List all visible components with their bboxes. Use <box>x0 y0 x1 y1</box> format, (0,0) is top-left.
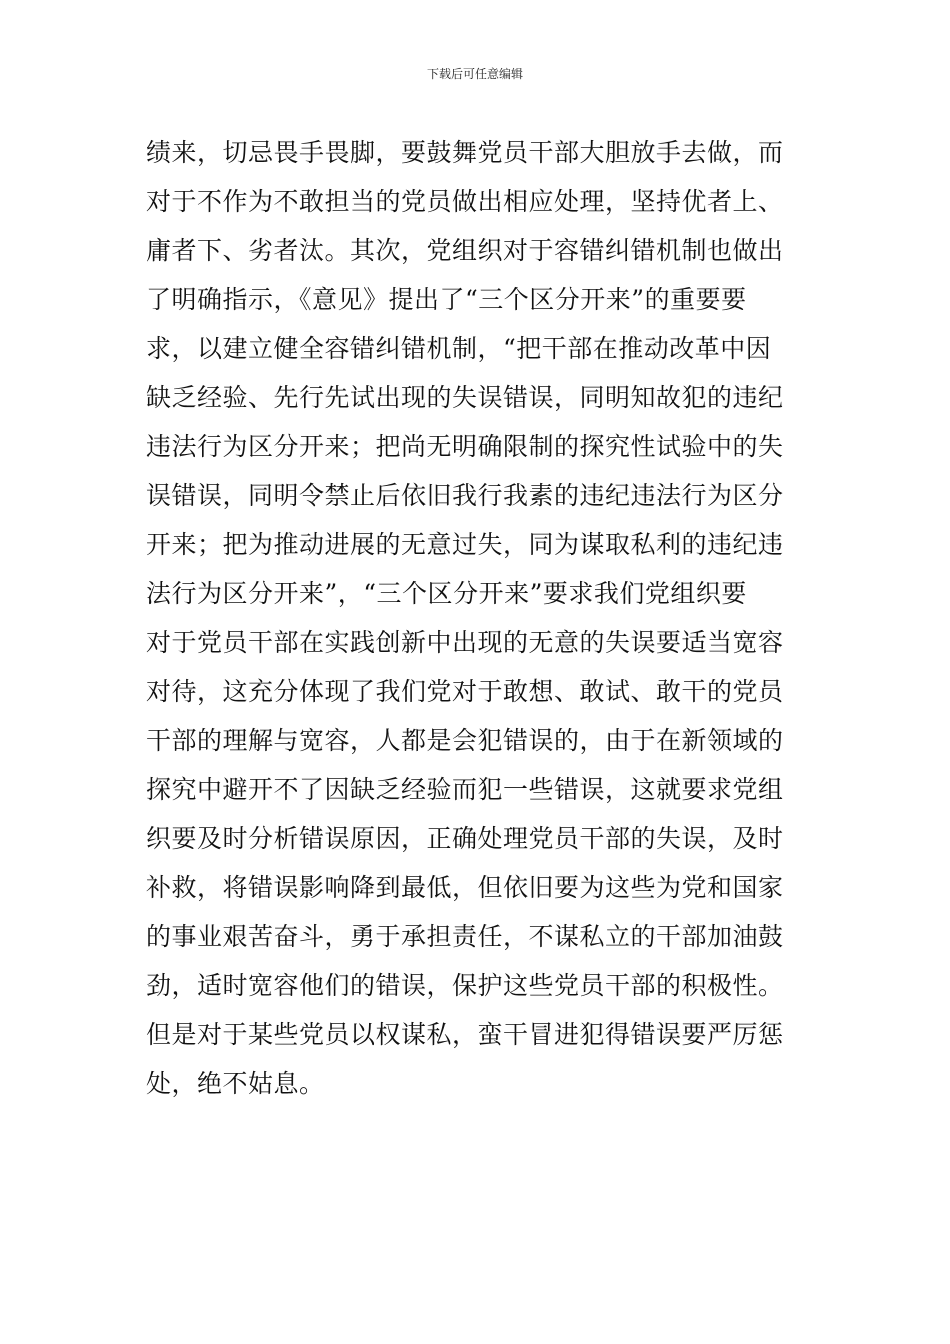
text-line: 劲，适时宽容他们的错误，保护这些党员干部的积极性。 <box>146 971 784 1000</box>
text-line: 求，以建立健全容错纠错机制，“把干部在推动改革中因 <box>146 334 772 363</box>
text-line: 缺乏经验、先行先试出现的失误错误，同明知故犯的违纪 <box>146 383 784 412</box>
text-line: 织要及时分析错误原因，正确处理党员干部的失误，及时 <box>146 824 784 853</box>
text-line: 绩来，切忌畏手畏脚，要鼓舞党员干部大胆放手去做，而 <box>146 138 784 167</box>
text-line: 对待，这充分体现了我们党对于敢想、敢试、敢干的党员 <box>146 677 784 706</box>
text-line: 补救，将错误影响降到最低，但依旧要为这些为党和国家 <box>146 873 784 902</box>
text-line: 法行为区分开来”，“三个区分开来”要求我们党组织要 <box>146 579 747 608</box>
text-line: 干部的理解与宽容，人都是会犯错误的，由于在新领域的 <box>146 726 784 755</box>
text-line: 开来；把为推动进展的无意过失，同为谋取私利的违纪违 <box>146 530 784 559</box>
text-line: 的事业艰苦奋斗，勇于承担责任，不谋私立的干部加油鼓 <box>146 922 784 951</box>
text-line: 对于不作为不敢担当的党员做出相应处理，坚持优者上、 <box>146 187 784 216</box>
text-line: 探究中避开不了因缺乏经验而犯一些错误，这就要求党组 <box>146 775 784 804</box>
text-line: 对于党员干部在实践创新中出现的无意的失误要适当宽容 <box>146 628 784 657</box>
page-header-note: 下载后可任意编辑 <box>426 67 523 81</box>
text-line: 但是对于某些党员以权谋私，蛮干冒进犯得错误要严厉惩 <box>146 1020 784 1049</box>
text-line: 处，绝不姑息。 <box>146 1069 325 1098</box>
text-line: 庸者下、劣者汰。其次，党组织对于容错纠错机制也做出 <box>146 236 784 265</box>
text-line: 了明确指示，《意见》提出了“三个区分开来”的重要要 <box>146 285 747 314</box>
text-line: 误错误，同明令禁止后依旧我行我素的违纪违法行为区分 <box>146 481 784 510</box>
body-text <box>146 128 806 1108</box>
text-line: 违法行为区分开来；把尚无明确限制的探究性试验中的失 <box>146 432 784 461</box>
